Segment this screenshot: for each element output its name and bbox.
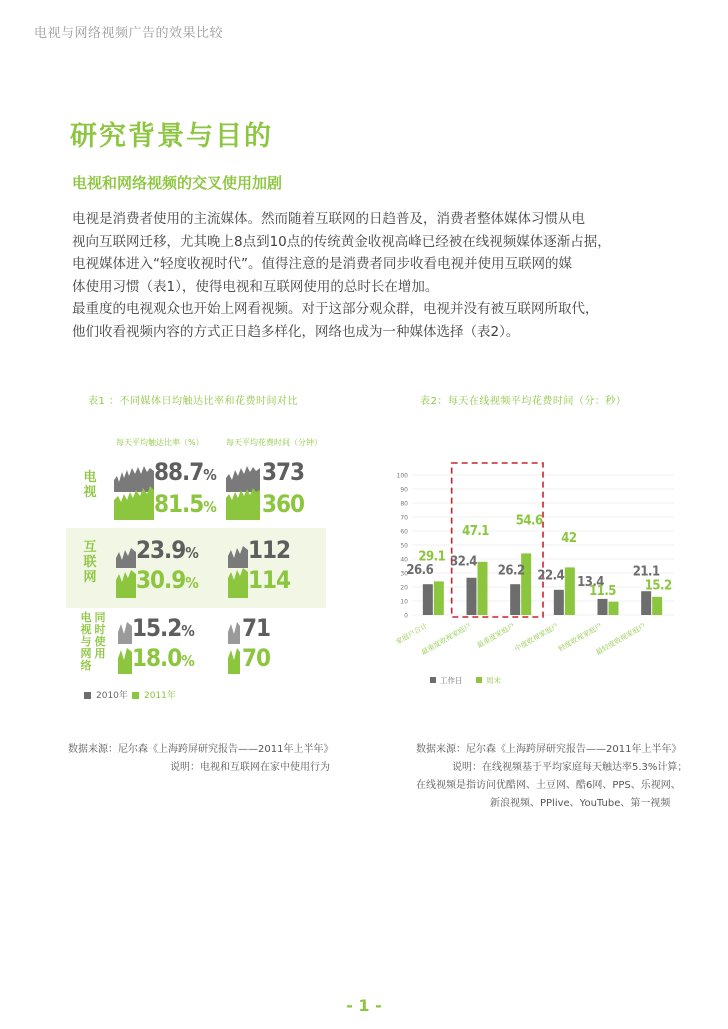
- table1-col1-header: 每天平均触达比率（%）: [116, 438, 204, 447]
- table1-col2-header: 每天平均花费时间（分钟）: [226, 438, 322, 447]
- time-2011-value: 70: [242, 644, 271, 672]
- chart2-note: 说明：在线视频基于平均家庭每天触达率5.3%计算；: [452, 762, 688, 773]
- bar-weekend: [434, 581, 444, 615]
- data-label: 15.2: [644, 578, 672, 594]
- bar-chart: [390, 455, 690, 695]
- row-label: 同时使用: [94, 611, 106, 660]
- legend-label: 2011年: [144, 691, 176, 701]
- bar-weekend: [609, 602, 619, 615]
- y-tick-label: 20: [400, 584, 408, 592]
- table1-row-tv: [66, 450, 326, 530]
- y-tick-label: 50: [400, 542, 408, 550]
- sparkline-icon: [116, 538, 136, 598]
- row-label: 网络: [80, 647, 92, 672]
- body-line: 最重度的电视观众也开始上网看视频。对于这部分观众群，电视并没有被互联网所取代，: [72, 301, 599, 317]
- row-label: 电视: [83, 470, 97, 500]
- bar-weekday: [641, 591, 651, 615]
- table1-note: 说明：电视和互联网在家中使用行为: [170, 762, 330, 773]
- x-category-label: 中度收视家庭户: [513, 621, 560, 654]
- data-label: 11.5: [589, 583, 616, 599]
- data-label: 26.6: [406, 562, 434, 578]
- pct-sign: %: [185, 574, 198, 592]
- reach-2010-value: [132, 614, 194, 642]
- x-category-label: 轻度收视家庭户: [557, 621, 604, 654]
- table1-caption: 表1 ：不同媒体日均触达比率和花费时间对比: [88, 396, 299, 407]
- data-label: 26.2: [497, 563, 525, 579]
- time-2010-value: 112: [248, 536, 291, 564]
- sparkline-icon: [228, 614, 240, 674]
- reach-2011-value: [154, 490, 216, 518]
- pct-sign: %: [181, 652, 194, 670]
- legend-swatch-weekday: [430, 677, 436, 683]
- body-paragraph: [72, 208, 672, 343]
- value-text: 88.7: [154, 458, 204, 486]
- time-2010-value: 373: [262, 458, 305, 486]
- sparkline-icon: [118, 614, 132, 674]
- bar-weekday: [467, 578, 477, 615]
- body-line: 视向互联网迁移，尤其晚上8点到10点的传统黄金收视高峰已经被在线视频媒体逐渐占据，: [72, 233, 611, 250]
- row-label: 互联网: [83, 540, 97, 585]
- table1-row-internet: [66, 528, 326, 608]
- bar-weekday: [554, 590, 564, 615]
- data-label: 21.1: [632, 564, 660, 580]
- body-line: 他们收看视频内容的方式正日趋多样化，网络也成为一种媒体选择（表2）。: [72, 323, 520, 340]
- data-label: 32.4: [450, 554, 477, 570]
- legend-label-weekend: 周末: [486, 676, 501, 685]
- sparkline-icon: [228, 538, 248, 598]
- time-2011-value: 114: [248, 566, 291, 594]
- reach-2010-value: [136, 536, 198, 564]
- x-category-label: 最轻度收视家庭户: [594, 621, 648, 657]
- value-text: 30.9: [136, 566, 186, 594]
- table1-row-both: [66, 608, 326, 688]
- sparkline-icon: [114, 462, 154, 520]
- x-category-label: 最重度家庭户: [475, 621, 517, 650]
- legend-swatch: [132, 692, 139, 699]
- x-category-label: 家庭户合计: [394, 621, 429, 647]
- y-tick-label: 60: [400, 528, 408, 536]
- body-line: 电视媒体进入“轻度收视时代”。值得注意的是消费者同步收看电视并使用互联网的媒: [72, 256, 572, 272]
- body-line: 电视是消费者使用的主流媒体。然而随着互联网的日趋普及，消费者整体媒体习惯从电: [72, 211, 585, 227]
- chart2-note: 在线视频是指访问优酷网、土豆网、酷6网、PPS、乐视网、: [416, 780, 681, 791]
- legend-label: 2010年: [96, 691, 128, 701]
- legend-swatch-weekend: [476, 677, 482, 683]
- table1-source: 数据来源：尼尔森《上海跨屏研究报告——2011年上半年》: [68, 744, 334, 755]
- y-tick-label: 70: [400, 514, 408, 522]
- legend-label-weekday: 工作日: [440, 676, 463, 685]
- time-2011-value: 360: [262, 490, 305, 518]
- y-tick-label: 100: [396, 472, 408, 480]
- legend-2010: [84, 688, 128, 701]
- y-tick-label: 30: [400, 570, 408, 578]
- legend-swatch: [84, 692, 91, 699]
- data-label: 13.4: [577, 575, 604, 591]
- sparkline-icon: [226, 462, 260, 520]
- pct-sign: %: [185, 544, 198, 562]
- header-title: 电视与网络视频广告的效果比较: [34, 26, 224, 41]
- bar-weekday: [423, 584, 433, 615]
- reach-2011-value: [132, 644, 194, 672]
- page-number: - 1 -: [346, 996, 382, 1015]
- row-label: 电视与: [80, 611, 92, 648]
- value-text: 81.5: [154, 490, 204, 518]
- reach-2010-value: [154, 458, 216, 486]
- body-line: 体使用习惯（表1），使得电视和互联网使用的总时长在增加。: [72, 278, 439, 295]
- data-label: 29.1: [418, 549, 446, 565]
- chart2-caption: 表2：每天在线视频平均花费时间（分：秒）: [420, 396, 627, 407]
- bar-weekend: [478, 562, 488, 615]
- value-text: 23.9: [136, 536, 186, 564]
- chart2-source: 数据来源：尼尔森《上海跨屏研究报告——2011年上半年》: [416, 744, 682, 755]
- pct-sign: %: [203, 466, 216, 484]
- legend-2011: [132, 688, 176, 701]
- reach-2011-value: [136, 566, 198, 594]
- bar-weekday: [598, 599, 608, 615]
- data-label: 22.4: [537, 568, 565, 584]
- bar-weekend: [652, 597, 662, 615]
- pct-sign: %: [203, 498, 216, 516]
- y-tick-label: 40: [400, 556, 408, 564]
- page-title: 研究背景与目的: [70, 121, 273, 152]
- y-tick-label: 0: [404, 612, 408, 620]
- pct-sign: %: [181, 622, 194, 640]
- value-text: 18.0: [132, 644, 182, 672]
- bar-weekday: [510, 584, 520, 615]
- y-tick-label: 90: [400, 486, 408, 494]
- data-label: 47.1: [462, 524, 489, 540]
- value-text: 15.2: [132, 614, 182, 642]
- y-tick-label: 10: [400, 598, 408, 606]
- y-tick-label: 80: [400, 500, 408, 508]
- data-label: 54.6: [515, 513, 543, 529]
- time-2010-value: 71: [242, 614, 271, 642]
- x-category-label: 最重度收视家庭户: [420, 621, 473, 657]
- chart2-note: 新浪视频、PPlive、YouTube、第一视频: [490, 798, 671, 809]
- data-label: 42: [561, 531, 577, 547]
- section-subtitle: 电视和网络视频的交叉使用加剧: [72, 174, 283, 192]
- bar-weekend: [565, 567, 575, 615]
